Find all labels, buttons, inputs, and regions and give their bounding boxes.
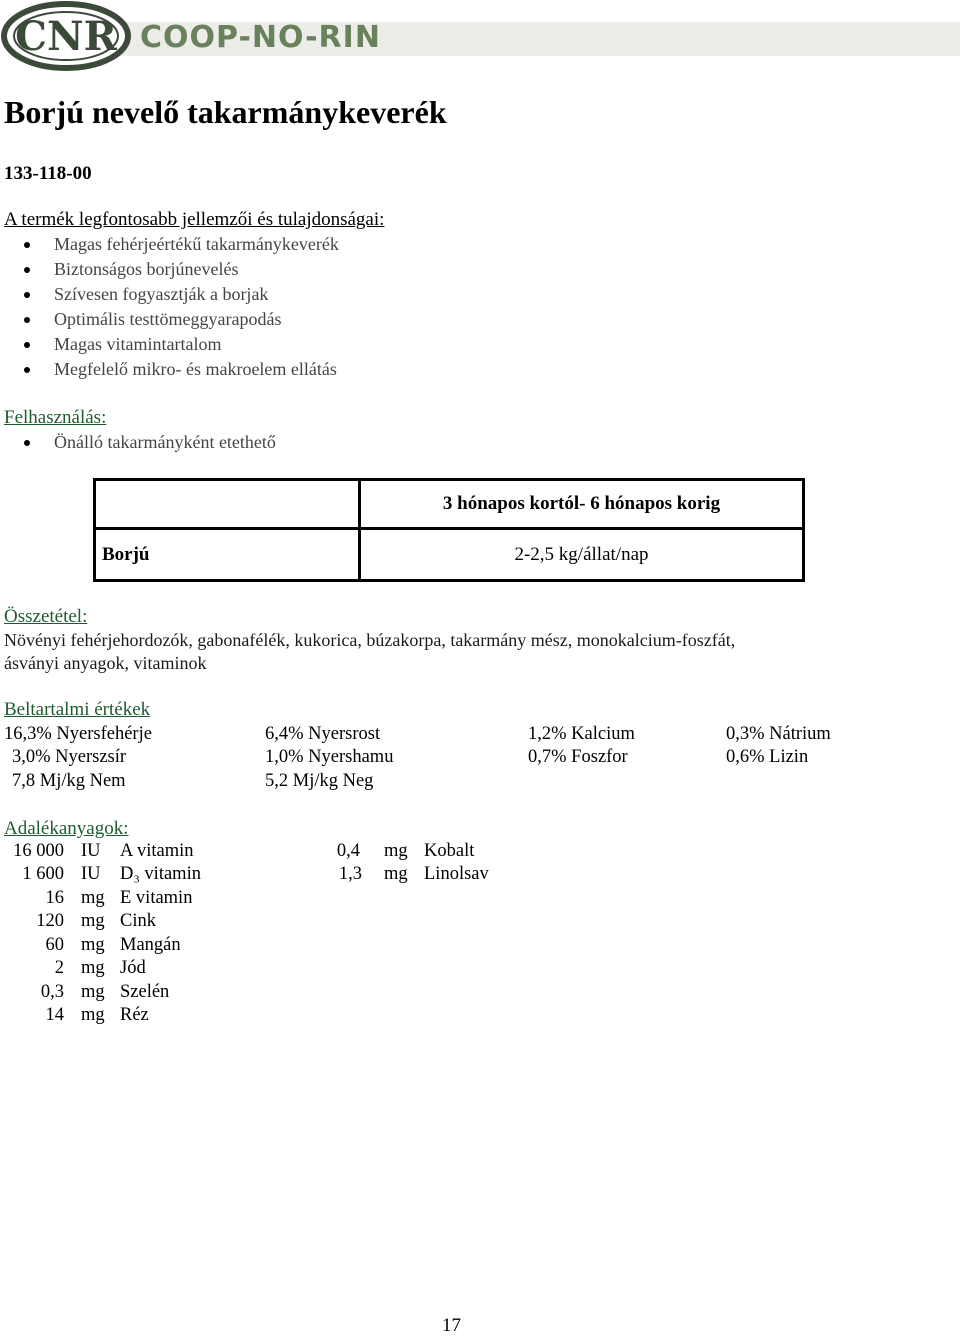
usage-list [0,430,276,455]
additive-amount: 16 [45,888,64,908]
additive-name: D₃ vitamin [120,864,201,884]
additive-name: Mangán [120,935,181,955]
additive-amount: 60 [45,935,64,955]
additive-unit: mg [81,911,105,931]
bullet-icon [24,267,30,273]
additive-amount: 1 600 [22,864,64,884]
additive-amount: 0,4 [336,841,360,861]
usage-heading: Felhasználás: [4,407,107,428]
additive-unit: IU [81,841,101,861]
nutrient-value: 0,3% Nátrium [726,724,831,744]
bullet-icon [24,242,30,248]
additive-name: Kobalt [424,841,475,861]
features-list [0,232,339,382]
additive-name: Jód [120,958,146,978]
brand-name: COOP-NO-RIN [140,20,381,55]
additive-unit: mg [384,864,408,884]
list-item [0,307,339,332]
additive-unit: IU [81,864,101,884]
header [0,0,960,75]
list-item-text: Magas fehérjeértékű takarmánykeverék [54,234,339,254]
additive-name: Réz [120,1005,149,1025]
usage-table [93,478,805,582]
additive-name: Linolsav [424,864,489,884]
product-code: 133-118-00 [4,163,92,184]
list-item [0,430,276,455]
additive-amount: 2 [54,958,64,978]
nutrient-value: 7,8 Mj/kg Nem [12,771,126,791]
table-cell-empty [95,480,360,529]
composition-text-line2: ásványi anyagok, vitaminok [4,653,207,673]
additive-amount: 16 000 [13,841,64,861]
bullet-icon [24,367,30,373]
additive-amount: 120 [36,911,64,931]
additive-name: A vitamin [120,841,194,861]
logo-text: CNR [15,13,117,60]
bullet-icon [24,342,30,348]
additive-name: Cink [120,911,156,931]
bullet-icon [24,292,30,298]
additive-unit: mg [384,841,408,861]
additives-heading: Adalékanyagok: [4,818,129,839]
additive-amount: 0,3 [40,982,64,1002]
nutrient-value: 1,0% Nyershamu [265,747,394,767]
bullet-icon [24,317,30,323]
list-item [0,357,339,382]
additive-name: Szelén [120,982,170,1002]
page-number: 17 [442,1315,461,1336]
dose-cell: 2-2,5 kg/állat/nap [360,529,804,581]
age-range-header: 3 hónapos kortól- 6 hónapos korig [360,480,804,529]
animal-cell: Borjú [95,529,360,581]
table-row [95,480,804,529]
nutrient-value: 0,7% Foszfor [528,747,628,767]
additive-unit: mg [81,935,105,955]
list-item-text: Önálló takarmányként etethető [54,432,276,452]
nutrient-value: 16,3% Nyersfehérje [4,724,152,744]
features-heading: A termék legfontosabb jellemzői és tulajdonságai: [4,209,385,230]
list-item [0,282,339,307]
list-item [0,332,339,357]
nutrient-value: 0,6% Lizin [726,747,809,767]
list-item-text: Megfelelő mikro- és makroelem ellátás [54,359,337,379]
list-item-text: Szívesen fogyasztják a borjak [54,284,269,304]
bullet-icon [24,440,30,446]
list-item-text: Biztonságos borjúnevelés [54,259,239,279]
additive-unit: mg [81,888,105,908]
page-title: Borjú nevelő takarmánykeverék [4,94,447,130]
additive-unit: mg [81,958,105,978]
table-row [95,529,804,581]
list-item-text: Optimális testtömeggyarapodás [54,309,282,329]
list-item [0,257,339,282]
nutrients-heading: Beltartalmi értékek [4,699,151,720]
composition-text-line1: Növényi fehérjehordozók, gabonafélék, kukorica, búzakorpa, takarmány mész, monokalcium-foszfát, [4,630,736,650]
additive-name: E vitamin [120,888,193,908]
nutrient-value: 6,4% Nyersrost [265,724,381,744]
additive-unit: mg [81,982,105,1002]
list-item-text: Magas vitamintartalom [54,334,222,354]
list-item [0,232,339,257]
nutrient-value: 1,2% Kalcium [528,724,635,744]
additive-amount: 1,3 [338,864,362,884]
cnr-logo [0,0,132,72]
additive-unit: mg [81,1005,105,1025]
additive-amount: 14 [45,1005,64,1025]
nutrient-value: 5,2 Mj/kg Neg [265,771,374,791]
composition-heading: Összetétel: [4,606,88,627]
nutrient-value: 3,0% Nyerszsír [12,747,127,767]
